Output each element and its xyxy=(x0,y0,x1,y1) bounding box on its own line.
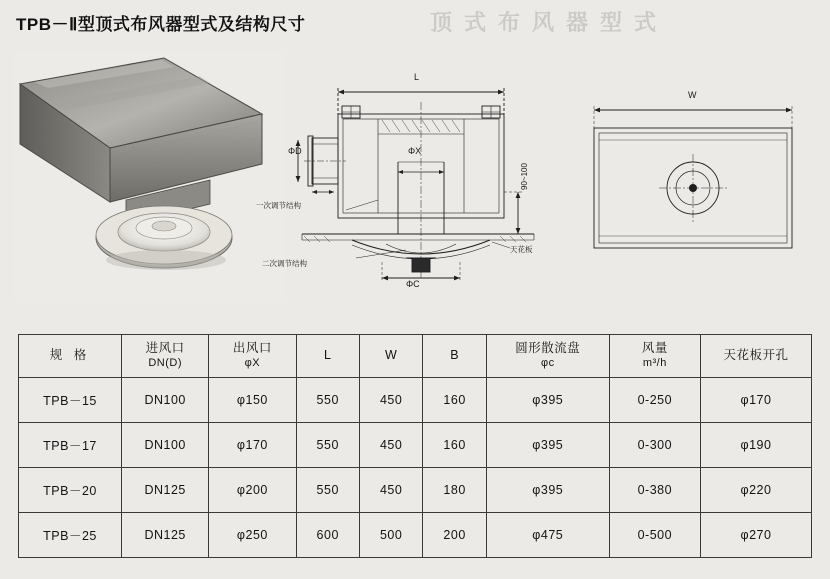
cell-depth: 160 xyxy=(423,378,486,423)
cell-outlet: φ200 xyxy=(209,468,296,513)
header-length-label: L xyxy=(324,348,332,363)
cell-disc: φ395 xyxy=(486,378,609,423)
cell-spec: TPB－17 xyxy=(19,423,122,468)
page-title: TPB－Ⅱ型顶式布风器型式及结构尺寸 xyxy=(16,15,306,34)
cell-spec: TPB－15 xyxy=(19,378,122,423)
cell-hole: φ190 xyxy=(700,423,811,468)
table-row xyxy=(19,468,812,513)
header-width xyxy=(359,335,422,378)
annotation-ceiling: 天花板 xyxy=(510,245,533,254)
dimension-label-phi-c: ΦC xyxy=(406,279,420,289)
header-outlet xyxy=(209,335,296,378)
header-hole-label: 天花板开孔 xyxy=(723,348,789,363)
header-flow-sub: m³/h xyxy=(642,356,667,369)
plan-view-drawing xyxy=(560,80,822,280)
cell-depth: 160 xyxy=(423,423,486,468)
dimension-label-height-range: 90~100 xyxy=(520,163,529,190)
cell-outlet: φ150 xyxy=(209,378,296,423)
cell-length: 550 xyxy=(296,468,359,513)
header-disc-sub: φc xyxy=(540,356,555,369)
cell-flow: 0-250 xyxy=(609,378,700,423)
dimension-label-phi-x: ΦX xyxy=(408,146,422,156)
dimension-label-phi-d: ΦD xyxy=(288,146,302,156)
header-flow xyxy=(609,335,700,378)
cell-inlet: DN125 xyxy=(122,513,209,558)
header-disc xyxy=(486,335,609,378)
header-length xyxy=(296,335,359,378)
cell-width: 450 xyxy=(359,378,422,423)
cell-length: 600 xyxy=(296,513,359,558)
cell-hole: φ270 xyxy=(700,513,811,558)
cell-outlet: φ170 xyxy=(209,423,296,468)
table-header-row xyxy=(19,335,812,378)
cell-hole: φ170 xyxy=(700,378,811,423)
cell-depth: 180 xyxy=(423,468,486,513)
annotation-primary-adjust: 一次调节结构 xyxy=(256,201,301,210)
table-row xyxy=(19,378,812,423)
cell-inlet: DN125 xyxy=(122,468,209,513)
header-hole xyxy=(700,335,811,378)
cell-inlet: DN100 xyxy=(122,378,209,423)
cell-width: 450 xyxy=(359,423,422,468)
header-disc-label: 圆形散流盘 xyxy=(515,341,581,356)
cell-flow: 0-380 xyxy=(609,468,700,513)
table-row xyxy=(19,423,812,468)
cell-inlet: DN100 xyxy=(122,423,209,468)
header-spec-label: 规 格 xyxy=(49,348,91,363)
cell-disc: φ475 xyxy=(486,513,609,558)
header-spec xyxy=(19,335,122,378)
cell-disc: φ395 xyxy=(486,468,609,513)
header-outlet-label: 出风口 xyxy=(232,341,272,356)
header-width-label: W xyxy=(385,348,398,363)
header-inlet-sub: DN(D) xyxy=(148,356,183,369)
cell-outlet: φ250 xyxy=(209,513,296,558)
header-depth-label: B xyxy=(450,348,460,363)
table-row xyxy=(19,513,812,558)
cell-disc: φ395 xyxy=(486,423,609,468)
dimension-label-W: W xyxy=(688,90,697,100)
front-section-drawing xyxy=(256,62,546,302)
cell-hole: φ220 xyxy=(700,468,811,513)
cell-flow: 0-500 xyxy=(609,513,700,558)
watermark-text: 顶式布风器型式 xyxy=(430,10,669,35)
cell-spec: TPB－25 xyxy=(19,513,122,558)
cell-depth: 200 xyxy=(423,513,486,558)
header-inlet-label: 进风口 xyxy=(145,341,185,356)
specification-table xyxy=(18,334,812,558)
annotation-secondary-adjust: 二次调节结构 xyxy=(262,259,307,268)
cell-width: 500 xyxy=(359,513,422,558)
cell-spec: TPB－20 xyxy=(19,468,122,513)
cell-length: 550 xyxy=(296,378,359,423)
cell-flow: 0-300 xyxy=(609,423,700,468)
header-outlet-sub: φX xyxy=(244,356,261,369)
header-flow-label: 风量 xyxy=(641,341,668,356)
header-inlet xyxy=(122,335,209,378)
cell-width: 450 xyxy=(359,468,422,513)
product-photo xyxy=(14,52,286,302)
dimension-label-L: L xyxy=(414,72,420,82)
cell-length: 550 xyxy=(296,423,359,468)
header-depth xyxy=(423,335,486,378)
